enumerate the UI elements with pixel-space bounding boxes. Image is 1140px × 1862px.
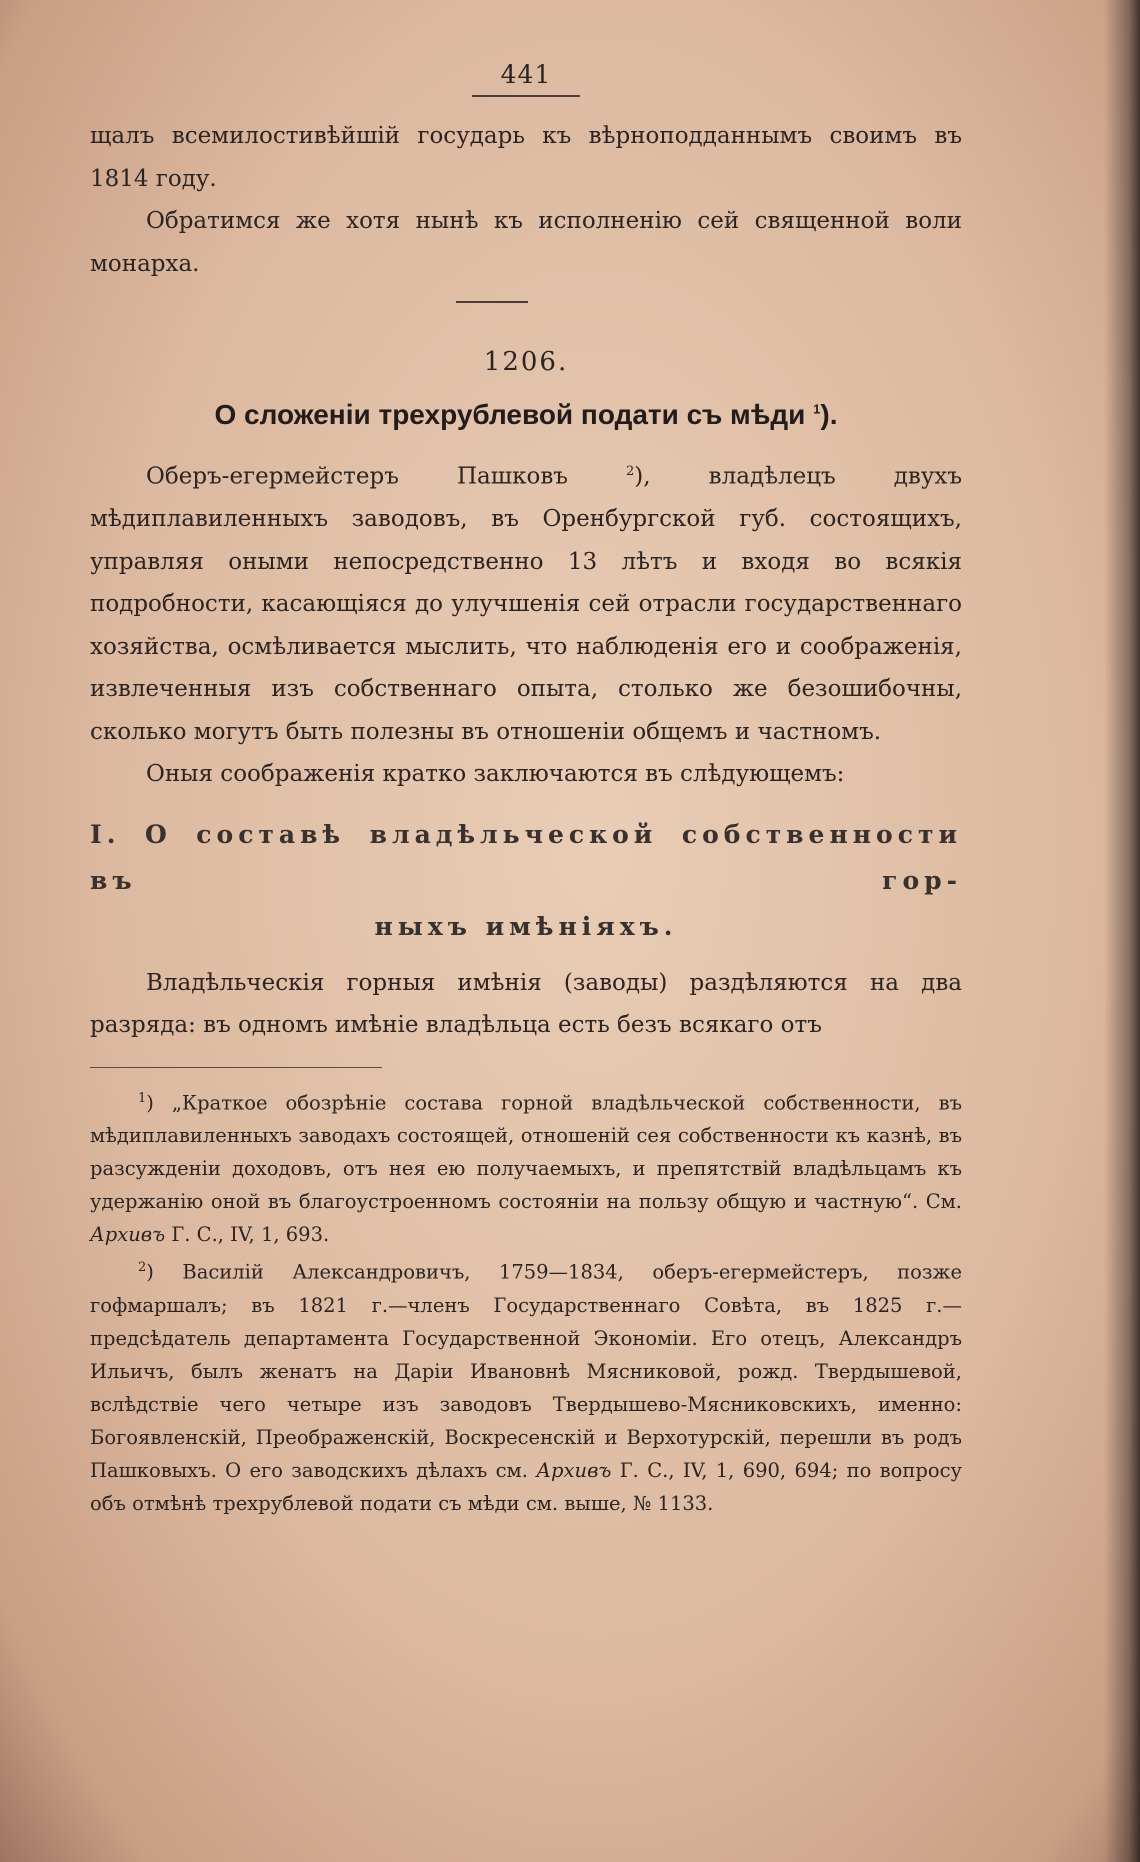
section-heading [90, 812, 962, 950]
page-number: 441 [500, 60, 552, 89]
item-title-text: О сложеніи трехрублевой подати съ мѣди [214, 399, 806, 430]
item-number: 1206. [483, 347, 569, 377]
footnote-2-mark: 2 [138, 1260, 147, 1276]
body-paragraph-3: Владѣльческія горныя имѣнія (заводы) раздѣляются на два разряда: въ одномъ имѣніе владѣльца есть безъ всякаго отъ [90, 969, 962, 1039]
body-paragraph-1-rest: ), владѣлецъ двухъ мѣдиплавиленныхъ заводовъ, въ Оренбургской губ. состоящихъ, управляя оными непосредственно 13 лѣтъ и входя во всякія подробности, касающіяся до улучшенія сей отрасли государственнаго хозяйства, осмѣливается мыслить, что наблюденія его и соображенія, извлеченныя изъ собственнаго опыта, столько же безошибочны, сколько могутъ быть полезны въ отношеніи общемъ и частномъ. [90, 463, 962, 745]
footnote-mark-2: 2 [626, 464, 635, 479]
opening-paragraph: щалъ всемилостивѣйшій государь къ вѣрноподданнымъ своимъ въ 1814 году. [90, 123, 962, 192]
section-heading-line-2: ныхъ имѣніяхъ. [374, 911, 678, 941]
section-heading-line-1: I. О составѣ владѣльческой собственности въ гор- [90, 819, 962, 895]
body-paragraph-1-start: Оберъ-егермейстеръ Пашковъ [146, 463, 568, 490]
item-title [90, 399, 962, 431]
footnote-mark-1: 1 [813, 401, 821, 417]
footnote-2 [90, 1251, 962, 1520]
footnote-1-text: ) „Краткое обозрѣніе состава горной владѣльческой собственности, въ мѣдиплавиленныхъ заводахъ состоящей, отношеній сея собственности къ казнѣ, въ разсужденіи доходовъ, отъ нея ею получаемыхъ, и препятствій владѣльцамъ къ удержанію оной въ благоустроенномъ состояніи на пользу общую и частную“. См. [90, 1091, 962, 1214]
item-title-close: ). [820, 399, 838, 430]
footnote-1-source: Архивъ [90, 1223, 166, 1247]
footnote-rule [90, 1067, 382, 1068]
header-rule [472, 95, 580, 97]
footnote-1 [90, 1082, 962, 1252]
footnote-2-text: ) Василій Александровичъ, 1759—1834, оберъ-егермейстеръ, позже гофмаршалъ; въ 1821 г.—членъ Государственнаго Совѣта, въ 1825 г.—предсѣдатель департамента Государственной Экономіи. Его отецъ, Александръ Ильичъ, былъ женатъ на Даріи Ивановнѣ Мясниковой, рожд. Твердышевой, вслѣдствіе чего четыре изъ заводовъ Твердышево-Мясниковскихъ, именно: Богоявленскій, Преображенскій, Воскресенскій и Верхотурскій, перешли въ родъ Пашковыхъ. О его заводскихъ дѣлахъ см. [90, 1260, 962, 1482]
footnote-1-mark: 1 [138, 1090, 147, 1106]
body-paragraph-1 [90, 451, 962, 753]
body-paragraph-2: Оныя соображенія кратко заключаются въ слѣдующемъ: [146, 761, 845, 788]
footnote-1-ref: Г. С., IV, 1, 693. [171, 1223, 330, 1247]
footnote-2-ref: Г. С., IV, 1, 690, 694; по вопросу объ отмѣнѣ трехрублевой подати съ мѣди см. выше, № 1133. [90, 1458, 962, 1515]
separator-rule [456, 301, 528, 303]
footnote-2-source: Архивъ [536, 1458, 612, 1482]
book-page [90, 60, 962, 1520]
page-edge-shadow [1104, 0, 1140, 1862]
second-paragraph: Обратимся же хотя нынѣ къ исполненію сей священной воли монарха. [90, 208, 962, 277]
